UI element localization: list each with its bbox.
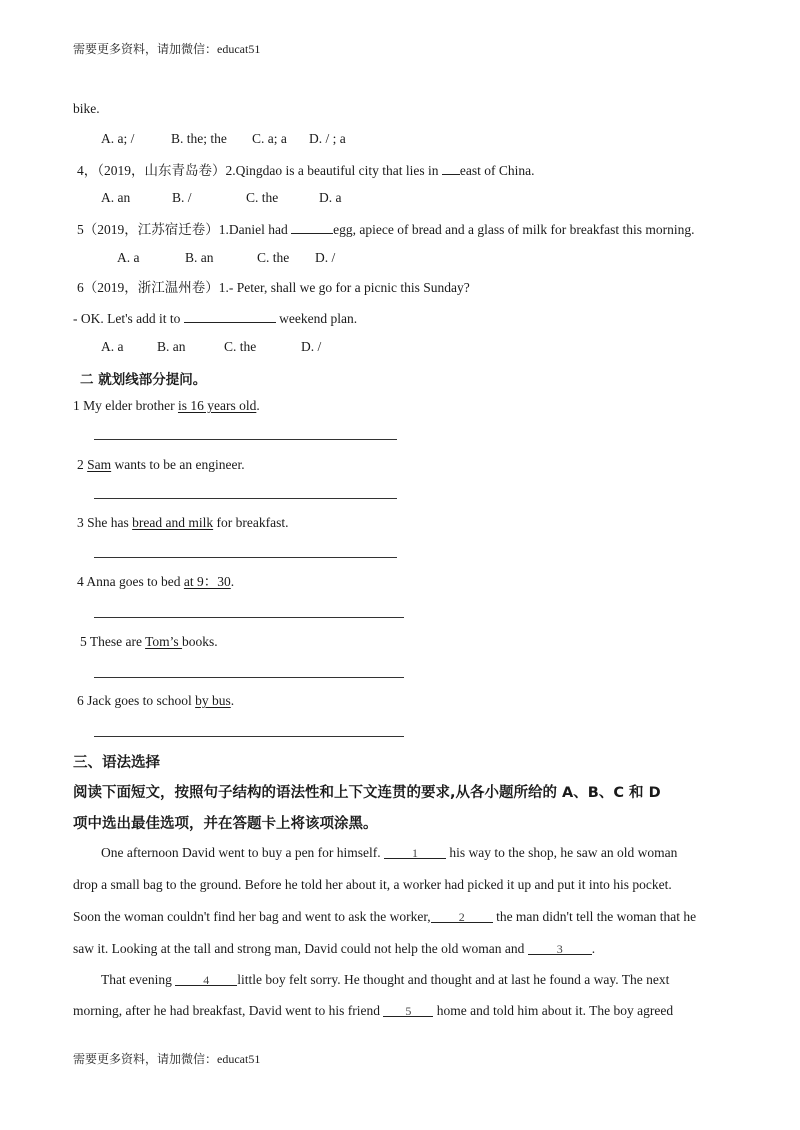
option-b: B. an [157, 339, 186, 354]
instructions-line-2: 项中选出最佳选项，并在答题卡上将该项涂黑。 [73, 816, 378, 832]
option-d: D. a [319, 190, 342, 205]
underlined-part: by bus [195, 693, 231, 708]
options-row [101, 190, 342, 206]
passage-text: One afternoon David went to buy a pen for himself. [101, 845, 385, 860]
question-continuation: bike. [73, 101, 100, 116]
cloze-blank-5[interactable]: 5 [383, 1003, 433, 1017]
passage-line [73, 909, 696, 925]
instructions-line-1: 阅读下面短文，按照句子结构的语法性和上下文连贯的要求,从各小题所给的 A、B、C 和 D [73, 785, 661, 801]
question-5 [77, 220, 695, 238]
rewrite-item-4 [77, 574, 234, 590]
item-text: 4 Anna goes to bed [77, 574, 184, 589]
rewrite-item-5 [80, 634, 218, 650]
question-6: 6（2019，浙江温州卷）1.- Peter, shall we go for a picnic this Sunday? [77, 280, 470, 295]
section-title-2: 二 就划线部分提问。 [80, 372, 207, 388]
passage-text: the man didn't tell the woman that he [492, 909, 697, 924]
options-row [101, 339, 321, 355]
answer-line[interactable] [94, 439, 397, 440]
page-header: 需要更多资料，请加微信：educat51 [73, 42, 261, 56]
answer-line[interactable] [94, 677, 404, 678]
option-d: D. / [315, 250, 336, 265]
rewrite-item-2 [77, 457, 245, 473]
option-b: B. the; the [171, 131, 227, 146]
passage-line: drop a small bag to the ground. Before he told her about it, a worker had picked it up and put it into his pocket. [73, 877, 672, 892]
question-5-text-end: egg, apiece of bread and a glass of milk for breakfast this morning. [333, 222, 695, 237]
item-text: 6 Jack goes to school [77, 693, 196, 708]
option-a: A. a; / [101, 131, 135, 146]
answer-line[interactable] [94, 498, 397, 499]
rewrite-item-3 [77, 515, 288, 531]
question-6-line2 [73, 309, 357, 327]
item-text-end: books. [182, 634, 218, 649]
cloze-blank-2[interactable]: 2 [431, 909, 493, 923]
passage-line [101, 972, 669, 988]
option-d: D. / [301, 339, 322, 354]
underlined-part: Tom’s [145, 634, 183, 649]
underlined-part: bread and milk [132, 515, 214, 530]
passage-line [101, 845, 677, 861]
passage-text: home and told him about it. The boy agreed [433, 1003, 674, 1018]
passage-line [73, 1003, 673, 1019]
item-text: 5 These are [80, 634, 146, 649]
question-4-text-end: east of China. [459, 163, 535, 178]
option-b: B. an [185, 250, 214, 265]
passage-text: Soon the woman couldn't find her bag and went to ask the worker, [73, 909, 431, 924]
question-6-text-end: weekend plan. [275, 311, 358, 326]
passage-text: his way to the shop, he saw an old woman [446, 845, 678, 860]
option-d: D. / ; a [309, 131, 346, 146]
item-text: 1 My elder brother [73, 398, 178, 413]
item-text: 2 [77, 457, 88, 472]
item-text: 3 She has [77, 515, 133, 530]
answer-blank[interactable] [291, 220, 333, 234]
answer-blank[interactable] [184, 309, 276, 323]
option-b: B. / [172, 190, 192, 205]
underlined-part: at 9：30 [183, 574, 231, 589]
option-a: A. an [101, 190, 131, 205]
question-6-text: - OK. Let's add it to [73, 311, 184, 326]
passage-text: morning, after he had breakfast, David went to his friend [73, 1003, 384, 1018]
passage-text: saw it. Looking at the tall and strong man, David could not help the old woman and [73, 941, 528, 956]
cloze-blank-4[interactable]: 4 [175, 972, 237, 986]
answer-blank[interactable] [442, 161, 460, 175]
passage-text: little boy felt sorry. He thought and thought and at last he found a way. The next [237, 972, 670, 987]
question-4 [77, 161, 534, 179]
answer-line[interactable] [94, 736, 404, 737]
passage-line [73, 941, 595, 957]
section-title-3: 三、语法选择 [73, 755, 160, 771]
page-footer: 需要更多资料，请加微信：educat51 [73, 1052, 261, 1066]
rewrite-item-1 [73, 398, 260, 414]
underlined-part: is 16 years old [177, 398, 257, 413]
question-4-text: 4，（2019，山东青岛卷）2.Qingdao is a beautiful city that lies in [77, 163, 442, 178]
question-5-text: 5（2019，江苏宿迁卷）1.Daniel had [77, 222, 292, 237]
option-c: C. a; a [252, 131, 287, 146]
option-c: C. the [246, 190, 279, 205]
passage-text: . [591, 941, 596, 956]
item-text-end: for breakfast. [213, 515, 289, 530]
underlined-part: Sam [87, 457, 112, 472]
item-text-end: . [230, 693, 235, 708]
option-c: C. the [224, 339, 257, 354]
option-a: A. a [117, 250, 140, 265]
option-a: A. a [101, 339, 124, 354]
item-text-end: wants to be an engineer. [111, 457, 245, 472]
item-text-end: . [256, 398, 260, 413]
cloze-blank-1[interactable]: 1 [384, 845, 446, 859]
options-row [101, 131, 346, 147]
item-text-end: . [230, 574, 235, 589]
answer-line[interactable] [94, 557, 397, 558]
cloze-blank-3[interactable]: 3 [528, 941, 592, 955]
rewrite-item-6 [77, 693, 234, 709]
answer-line[interactable] [94, 617, 404, 618]
options-row [117, 250, 335, 266]
option-c: C. the [257, 250, 290, 265]
passage-text: That evening [101, 972, 176, 987]
